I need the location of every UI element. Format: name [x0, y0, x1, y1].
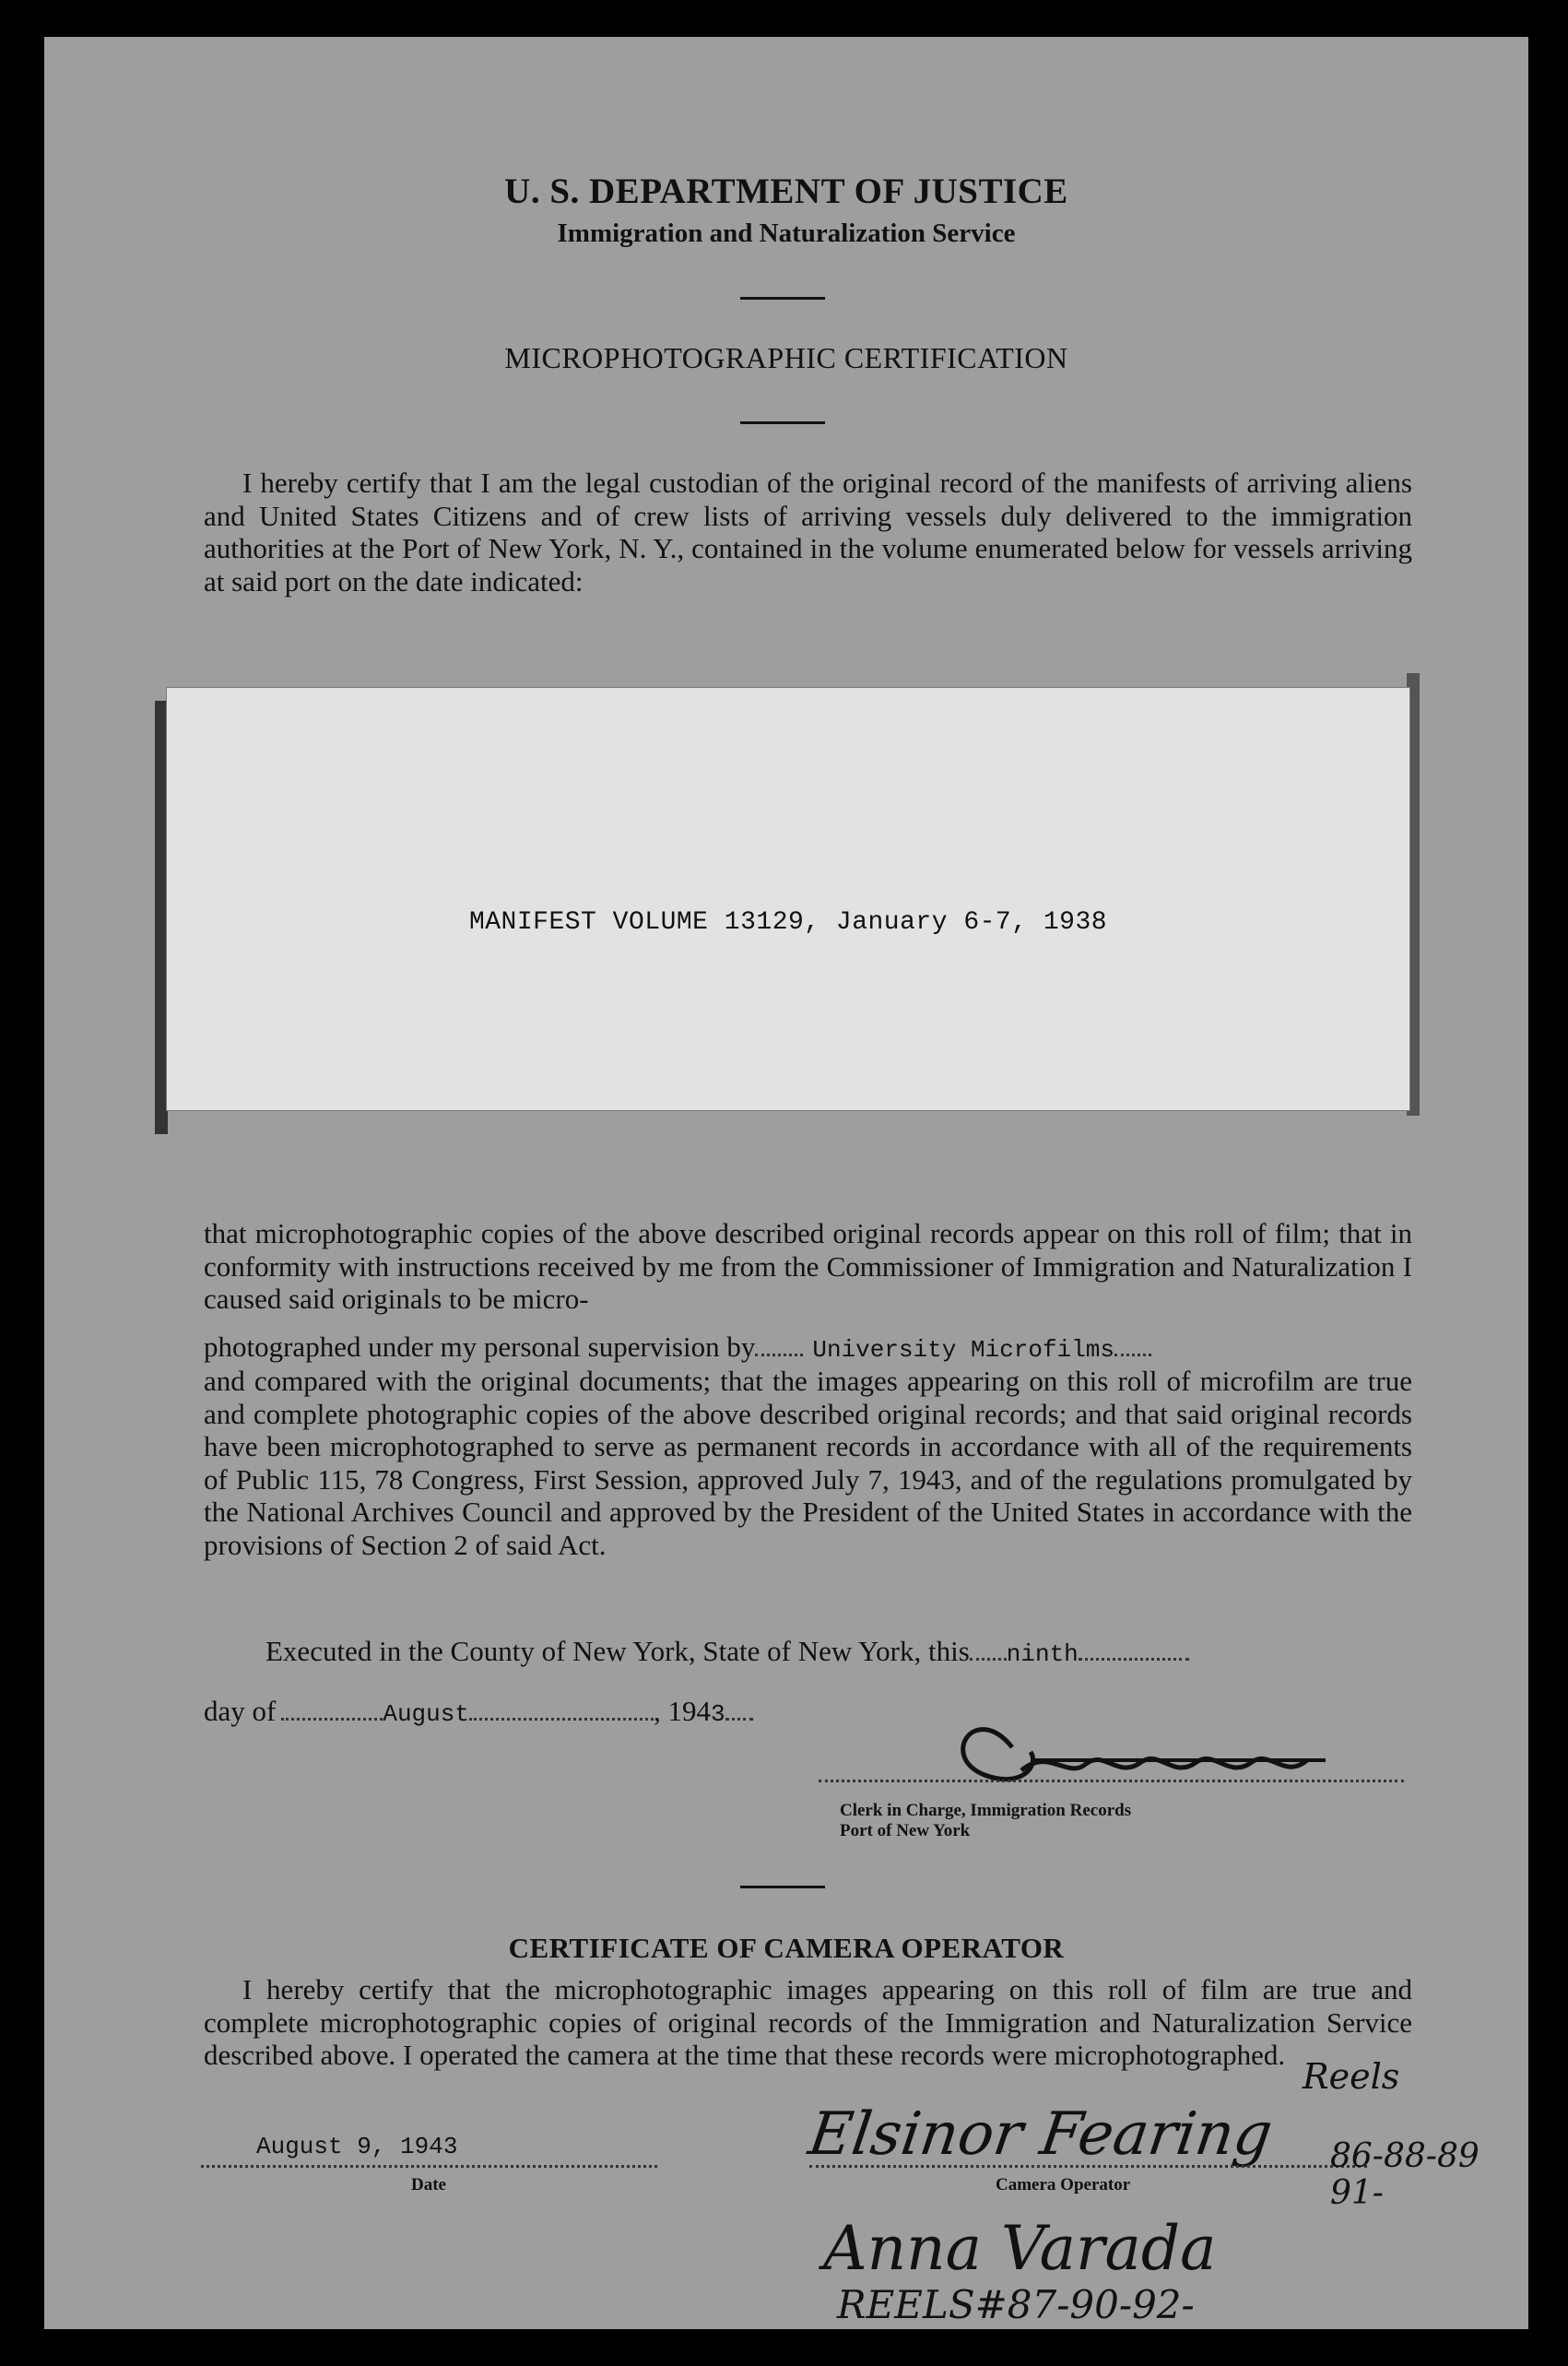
certificate-title: MICROPHOTOGRAPHIC CERTIFICATION [504, 341, 1068, 374]
date-line [201, 2165, 657, 2168]
clerk-signature [920, 1701, 1362, 1812]
manifest-volume-text: MANIFEST VOLUME 13129, January 6-7, 1938 [468, 908, 1108, 937]
reels-numbers: 86-88-89 [1330, 2137, 1480, 2175]
day-of-label: day of [204, 1695, 277, 1727]
signer-title-line-2: Port of New York [840, 1821, 971, 1840]
date-label: Date [411, 2175, 446, 2194]
signature-line [819, 1780, 1404, 1782]
executed-day-value: ninth [1006, 1640, 1079, 1668]
department-heading: U. S. DEPARTMENT OF JUSTICE [504, 172, 1068, 211]
second-operator-reels: REELS#87-90-92- [837, 2282, 1195, 2327]
executed-line [265, 1635, 1189, 1668]
clerk-signature-text: Geo Aucocc [920, 1701, 925, 1702]
document-page [44, 37, 1528, 2329]
executed-prefix: Executed in the County of New York, State of New York, this [265, 1635, 970, 1667]
service-subheading: Immigration and Naturalization Service [557, 219, 1016, 248]
camera-operator-title: CERTIFICATE OF CAMERA OPERATOR [508, 1932, 1065, 1964]
reels-numbers-continued: 91- [1330, 2174, 1384, 2212]
reels-note: Reels [1303, 2056, 1400, 2097]
month-value: August [383, 1700, 469, 1728]
filmed-by-value: University Microfilms [812, 1336, 1115, 1364]
operator-line [809, 2165, 1367, 2168]
certification-body-a: that microphotographic copies of the above described original records appear on this roll of film; that in conformity with instructions received by me from the Commissioner of Immigration and Naturalization I caused said originals to be micro- [204, 1217, 1412, 1315]
signer-title [840, 1801, 1131, 1841]
supervision-line [204, 1331, 1412, 1364]
camera-operator-text: I hereby certify that the microphotographic images appearing on this roll of film are true and complete microphotographic copies of original records of the Immigration and Naturalization Service described above. I operated the camera at the time that these records were microphotographed. [204, 1973, 1412, 2071]
supervision-prefix: photographed under my personal supervision by [204, 1331, 756, 1363]
second-operator-signature: Anna Varada [823, 2213, 1217, 2284]
year-prefix: , 194 [653, 1695, 711, 1727]
certification-intro: I hereby certify that I am the legal custodian of the original record of the manifests of arriving aliens and United States Citizens and of crew lists of arriving vessels duly delivered to the immigration authorities at the Port of New York, N. Y., contained in the volume enumerated below for vessels arriving at said port on the date indicated: [204, 467, 1412, 597]
divider [740, 421, 825, 424]
year-suffix: 3 [710, 1700, 725, 1728]
manifest-volume-slip [166, 687, 1410, 1111]
day-of-line [204, 1695, 753, 1728]
camera-operator-label: Camera Operator [996, 2175, 1131, 2194]
divider [740, 297, 825, 300]
operator-signature: Elsinor Fearing [804, 2100, 1277, 2169]
signer-title-line-1: Clerk in Charge, Immigration Records [840, 1801, 1132, 1820]
divider [740, 1886, 825, 1888]
certification-body-c: and compared with the original documents; that the images appearing on this roll of microfilm are true and complete photographic copies of the above described original records; and that said original records have been microphotographed to serve as permanent records in accordance with all of the requirements of Public 115, 78 Congress, First Session, approved July 7, 1943, and of the regulations promulgated by the National Archives Council and approved by the President of the United States in accordance with the provisions of Section 2 of said Act. [204, 1365, 1412, 1561]
operator-date-value: August 9, 1943 [256, 2133, 458, 2160]
